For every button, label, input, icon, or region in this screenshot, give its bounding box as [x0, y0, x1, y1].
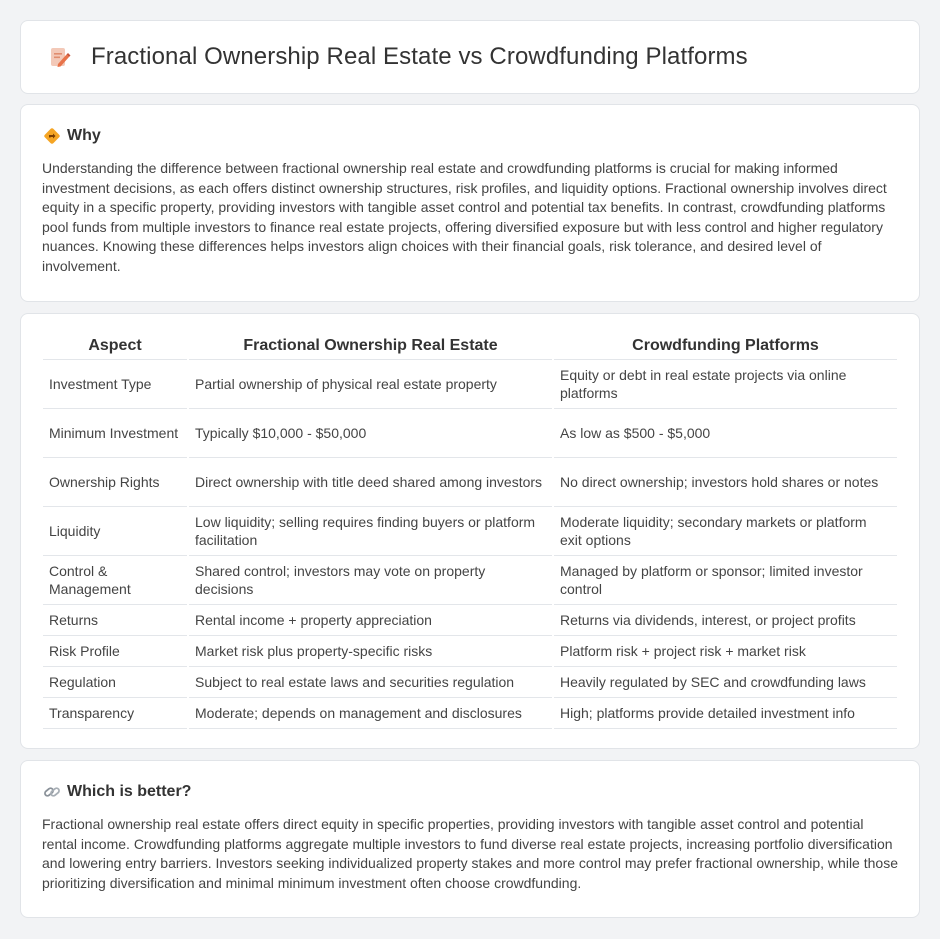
aspect-cell: Liquidity [43, 507, 187, 556]
aspect-cell: Regulation [43, 667, 187, 698]
crowdfunding-cell: Managed by platform or sponsor; limited investor control [554, 556, 897, 605]
aspect-cell: Ownership Rights [43, 458, 187, 507]
header-fractional: Fractional Ownership Real Estate [189, 336, 552, 360]
fractional-cell: Partial ownership of physical real estate property [189, 360, 552, 409]
table-row [43, 636, 897, 667]
crowdfunding-cell: High; platforms provide detailed investment info [554, 698, 897, 729]
table-row [43, 667, 897, 698]
aspect-cell: Minimum Investment [43, 409, 187, 458]
fractional-cell: Rental income + property appreciation [189, 605, 552, 636]
link-icon [43, 783, 61, 801]
fractional-cell: Moderate; depends on management and disclosures [189, 698, 552, 729]
why-section [20, 104, 920, 302]
diamond-direction-icon [43, 127, 61, 145]
document-edit-icon [47, 45, 71, 69]
comparison-section [20, 313, 920, 749]
crowdfunding-cell: Heavily regulated by SEC and crowdfunding laws [554, 667, 897, 698]
table-row [43, 360, 897, 409]
which-better-section [20, 760, 920, 918]
crowdfunding-cell: Equity or debt in real estate projects via online platforms [554, 360, 897, 409]
table-row [43, 556, 897, 605]
aspect-cell: Returns [43, 605, 187, 636]
aspect-cell: Risk Profile [43, 636, 187, 667]
fractional-cell: Subject to real estate laws and securities regulation [189, 667, 552, 698]
why-text: Understanding the difference between fractional ownership real estate and crowdfunding platforms is crucial for making informed investment decisions, as each offers distinct ownership structures, risk profiles, and liquidity options. Fractional ownership involves direct equity in a specific property, providing investors with tangible asset control and potential tax benefits. In contrast, crowdfunding platforms pool funds from multiple investors to finance real estate projects, offering diversified exposure but with less control and higher regulatory nuances. Knowing these differences helps investors align choices with their financial goals, risk tolerance, and desired level of involvement. [42, 160, 887, 274]
crowdfunding-cell: Returns via dividends, interest, or project profits [554, 605, 897, 636]
fractional-cell: Typically $10,000 - $50,000 [189, 409, 552, 458]
header-aspect: Aspect [43, 336, 187, 360]
table-row [43, 698, 897, 729]
table-header-row [43, 336, 897, 360]
table-row [43, 458, 897, 507]
table-row [43, 605, 897, 636]
crowdfunding-cell: Platform risk + project risk + market risk [554, 636, 897, 667]
header-crowdfunding: Crowdfunding Platforms [554, 336, 897, 360]
aspect-cell: Control & Management [43, 556, 187, 605]
why-heading: Why [67, 127, 101, 144]
title-card [20, 20, 920, 94]
aspect-cell: Investment Type [43, 360, 187, 409]
fractional-cell: Market risk plus property-specific risks [189, 636, 552, 667]
crowdfunding-cell: No direct ownership; investors hold shares or notes [554, 458, 897, 507]
page-title: Fractional Ownership Real Estate vs Crowdfunding Platforms [91, 43, 748, 70]
fractional-cell: Shared control; investors may vote on property decisions [189, 556, 552, 605]
fractional-cell: Low liquidity; selling requires finding buyers or platform facilitation [189, 507, 552, 556]
crowdfunding-cell: Moderate liquidity; secondary markets or platform exit options [554, 507, 897, 556]
crowdfunding-cell: As low as $500 - $5,000 [554, 409, 897, 458]
table-row [43, 409, 897, 458]
table-row [43, 507, 897, 556]
aspect-cell: Transparency [43, 698, 187, 729]
comparison-table [41, 336, 899, 729]
which-better-heading: Which is better? [67, 783, 192, 800]
fractional-cell: Direct ownership with title deed shared among investors [189, 458, 552, 507]
which-better-text: Fractional ownership real estate offers direct equity in specific properties, providing investors with tangible asset control and potential rental income. Crowdfunding platforms aggregate multiple investors to fund diverse real estate projects, increasing portfolio diversification and lowering entry barriers. Investors seeking individualized property stakes and more control may prefer fractional ownership, while those prioritizing diversification and minimal minimum investment often choose crowdfunding. [42, 816, 898, 891]
